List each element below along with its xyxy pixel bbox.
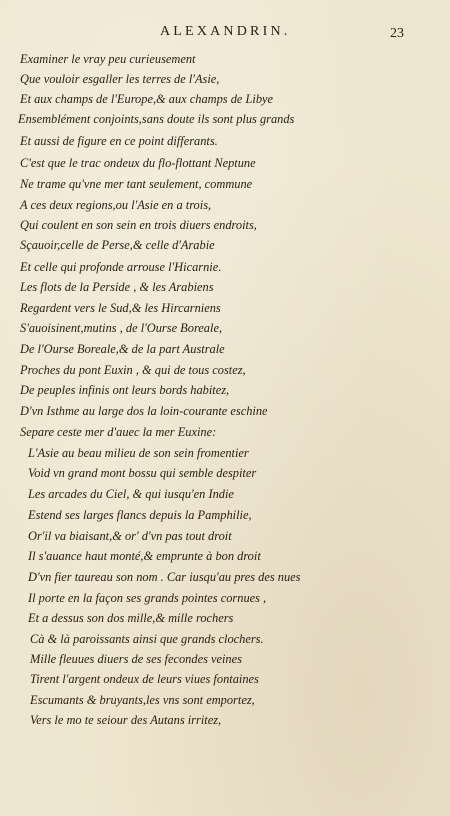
verse-line: Cà & là paroissants ainsi que grands clochers. [30, 632, 264, 646]
verse-line: Et aux champs de l'Europe,& aux champs de Libye [20, 92, 274, 106]
verse-line: Mille fleuues diuers de ses fecondes veines [30, 652, 242, 666]
verse-line: Escumants & bruyants,les vns sont emportez, [30, 693, 255, 707]
verse-line: De peuples infinis ont leurs bords habitez, [20, 383, 230, 397]
verse-line: Il porte en la façon ses grands pointes cornues , [28, 591, 267, 605]
verse-line: D'vn Isthme au large dos la loin-courante eschine [20, 404, 268, 418]
verse-line: Vers le mo te seiour des Autans irritez, [30, 713, 222, 727]
verse-line: S'auoisinent,mutins , de l'Ourse Boreale, [20, 321, 223, 335]
verse-line: C'est que le trac ondeux du flo-flottant Neptune [20, 156, 256, 170]
verse-line: Examiner le vray peu curieusement [20, 52, 196, 66]
verse-line: Et aussi de figure en ce point differants. [20, 134, 218, 148]
verse-line: De l'Ourse Boreale,& de la part Australe [20, 342, 225, 356]
verse-line: D'vn fier taureau son nom . Car iusqu'au pres des nues [28, 570, 301, 584]
verse-line: Qui coulent en son sein en trois diuers endroits, [20, 218, 257, 232]
verse-line: Les flots de la Perside , & les Arabiens [20, 280, 214, 294]
verse-line: Void vn grand mont bossu qui semble despiter [28, 466, 257, 480]
verse-line: Regardent vers le Sud,& les Hircarniens [20, 301, 221, 315]
verse-line: Ne trame qu'vne mer tant seulement, commune [20, 177, 253, 191]
verse-line: Separe ceste mer d'auec la mer Euxine: [20, 425, 217, 439]
verse-line: Proches du pont Euxin , & qui de tous costez, [20, 363, 246, 377]
verse-line: Et celle qui profonde arrouse l'Hicarnie. [20, 260, 222, 274]
verse-line: Que vouloir esgaller les terres de l'Asie, [20, 72, 220, 86]
verse-line: Les arcades du Ciel, & qui iusqu'en Indie [28, 487, 234, 501]
verse-line: Or'il va biaisant,& or' d'vn pas tout droit [28, 529, 232, 543]
verse-line: Ensemblément conjoints,sans doute ils sont plus grands [18, 112, 295, 126]
running-head [0, 24, 450, 44]
verse-line: Il s'auance haut monté,& emprunte à bon droit [28, 549, 261, 563]
page-number: 23 [390, 26, 404, 41]
verse-line: Tirent l'argent ondeux de leurs viues fontaines [30, 672, 259, 686]
verse-line: Estend ses larges flancs depuis la Pamphilie, [28, 508, 252, 522]
verse-line: Et a dessus son dos mille,& mille rochers [28, 611, 234, 625]
running-title: ALEXANDRIN. [160, 24, 291, 39]
verse-line: Sçauoir,celle de Perse,& celle d'Arabie [20, 238, 215, 252]
verse-line: A ces deux regions,ou l'Asie en a trois, [20, 198, 212, 212]
verse-line: L'Asie au beau milieu de son sein fromentier [28, 446, 249, 460]
